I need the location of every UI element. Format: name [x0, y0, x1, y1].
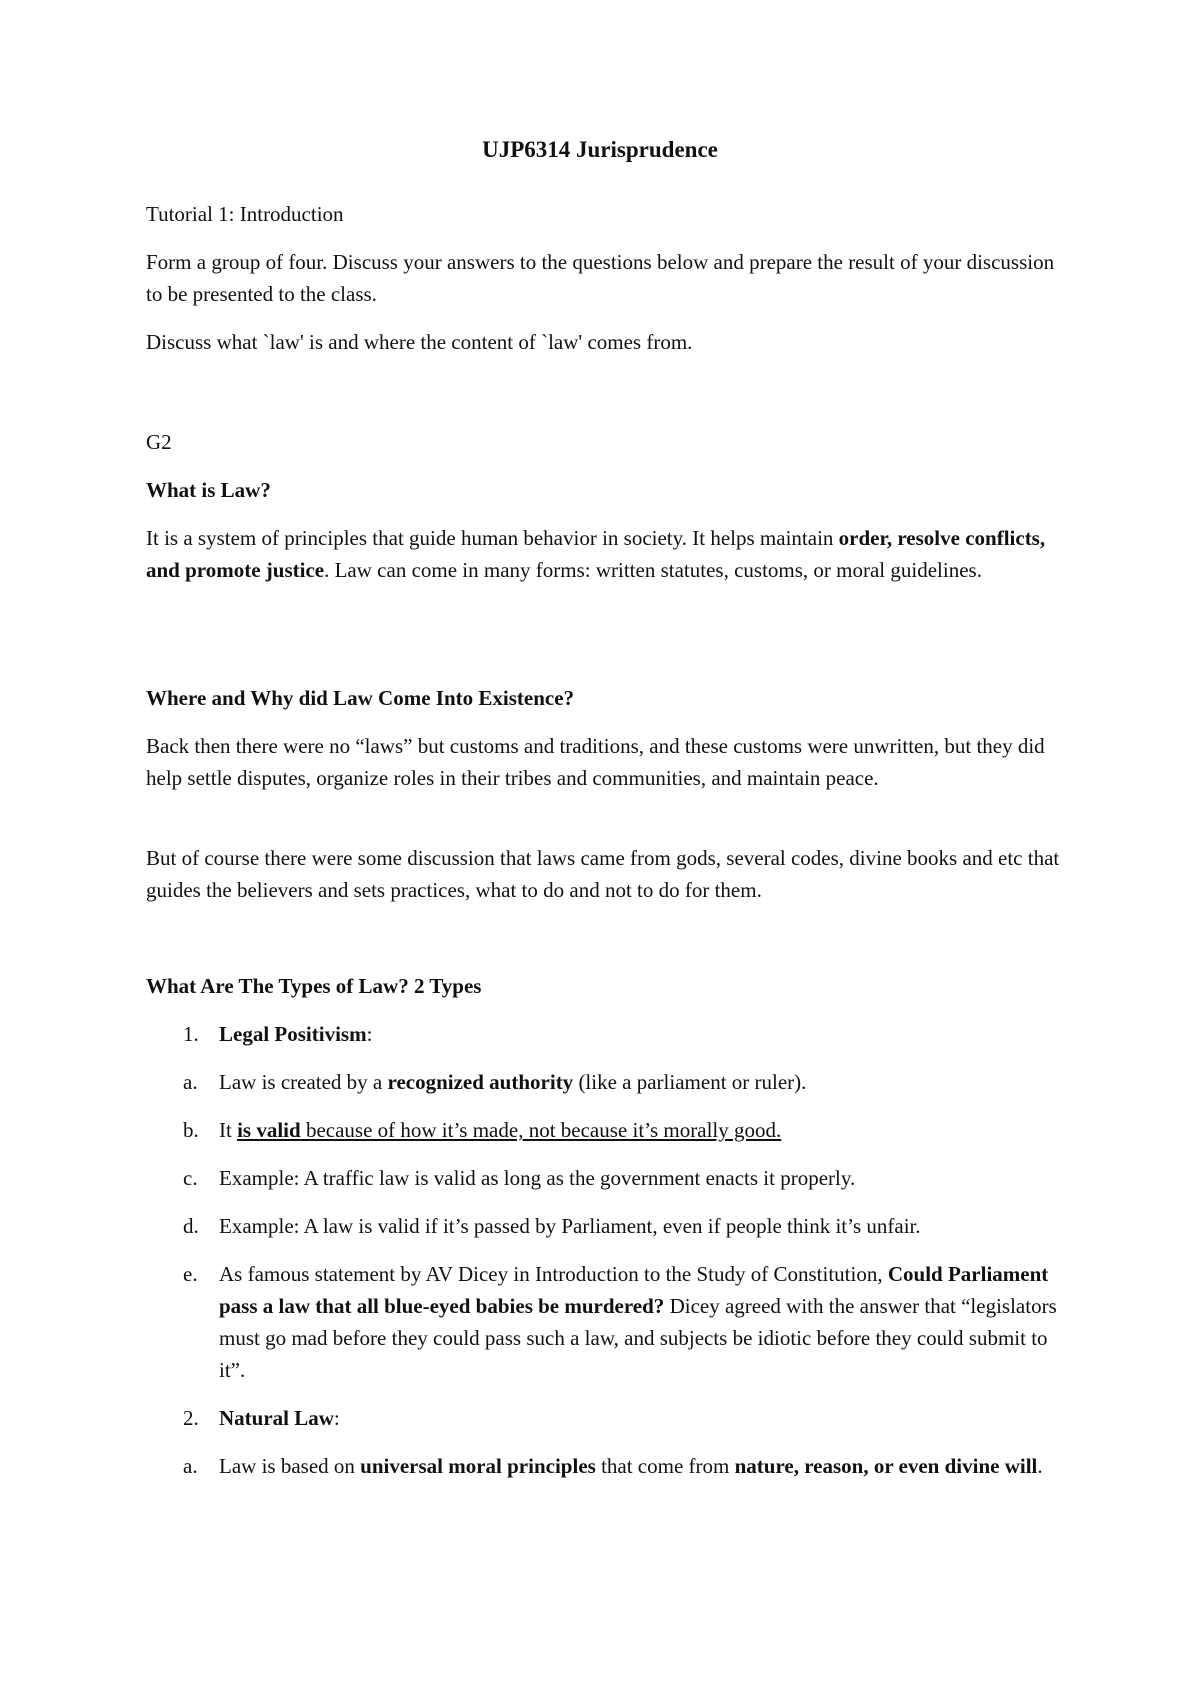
text-run: that come from — [595, 1454, 735, 1478]
prompt-paragraph: Discuss what `law' is and where the content of `law' comes from. — [146, 330, 693, 354]
list-marker: 1. — [183, 1022, 199, 1046]
origin-paragraph-2: But of course there were some discussion that laws came from gods, several codes, divine books and etc that guides the believers and sets practices, what to do and not to do for them. — [146, 846, 1060, 902]
text-run: : — [366, 1022, 373, 1046]
group-label: G2 — [146, 430, 172, 454]
type-label: Legal Positivism — [219, 1022, 367, 1046]
text-run: As famous statement by AV Dicey in Introduction to the Study of Constitution, — [219, 1262, 888, 1286]
list-text — [219, 1402, 1069, 1434]
type-label: Natural Law — [219, 1406, 334, 1430]
text-run: Law is based on — [219, 1454, 361, 1478]
text-run: It — [219, 1118, 238, 1142]
text-run: (like a parliament or ruler). — [573, 1070, 807, 1094]
text-run: Dicey agreed with the answer that “legislators must go mad before they could pass such a law, and subjects be idiotic before they could submit to it”. — [219, 1294, 1057, 1382]
bold-question: Could Parliament pass a law that all blue-eyed babies be murdered? — [219, 1262, 1049, 1318]
document-title: UJP6314 Jurisprudence — [482, 137, 718, 162]
list-text — [219, 1114, 1069, 1146]
list-text — [219, 1018, 1069, 1050]
list-text: Example: A traffic law is valid as long as the government enacts it properly. — [219, 1166, 856, 1190]
text-run: It is a system of principles that guide human behavior in society. It helps maintain — [146, 526, 839, 550]
bold-phrase: nature, reason, or even divine will — [734, 1454, 1038, 1478]
bold-phrase: order, resolve conflicts, and promote justice — [146, 526, 1046, 582]
list-text: Example: A law is valid if it’s passed by Parliament, even if people think it’s unfair. — [219, 1214, 921, 1238]
list-marker: e. — [183, 1262, 198, 1286]
list-marker: c. — [183, 1166, 198, 1190]
text-run: . — [1037, 1454, 1043, 1478]
list-text — [219, 1450, 1069, 1482]
list-marker: b. — [183, 1118, 199, 1142]
list-text — [219, 1066, 1069, 1098]
section-heading-types-of-law: What Are The Types of Law? 2 Types — [146, 974, 482, 998]
section-heading-what-is-law: What is Law? — [146, 478, 271, 502]
list-text — [219, 1258, 1069, 1386]
origin-paragraph-1: Back then there were no “laws” but customs and traditions, and these customs were unwritten, but they did help settle disputes, organize roles in their tribes and communities, and maintain peace. — [146, 734, 1045, 790]
text-run: . Law can come in many forms: written statutes, customs, or moral guidelines. — [324, 558, 982, 582]
bold-phrase: recognized authority — [387, 1070, 574, 1094]
bold-underlined-phrase: is valid — [237, 1118, 301, 1142]
section-heading-origin-of-law: Where and Why did Law Come Into Existence? — [146, 686, 575, 710]
tutorial-label: Tutorial 1: Introduction — [146, 202, 344, 226]
list-marker: d. — [183, 1214, 199, 1238]
text-run: Law is created by a — [219, 1070, 388, 1094]
list-marker: 2. — [183, 1406, 199, 1430]
text-run: : — [333, 1406, 340, 1430]
what-is-law-paragraph — [146, 522, 1066, 586]
intro-paragraph: Form a group of four. Discuss your answers to the questions below and prepare the result of your discussion to be presented to the class. — [146, 250, 1055, 306]
bold-phrase: universal moral principles — [360, 1454, 596, 1478]
underlined-phrase: because of how it’s made, not because it’s morally good. — [300, 1118, 782, 1142]
list-marker: a. — [183, 1454, 198, 1478]
list-marker: a. — [183, 1070, 198, 1094]
